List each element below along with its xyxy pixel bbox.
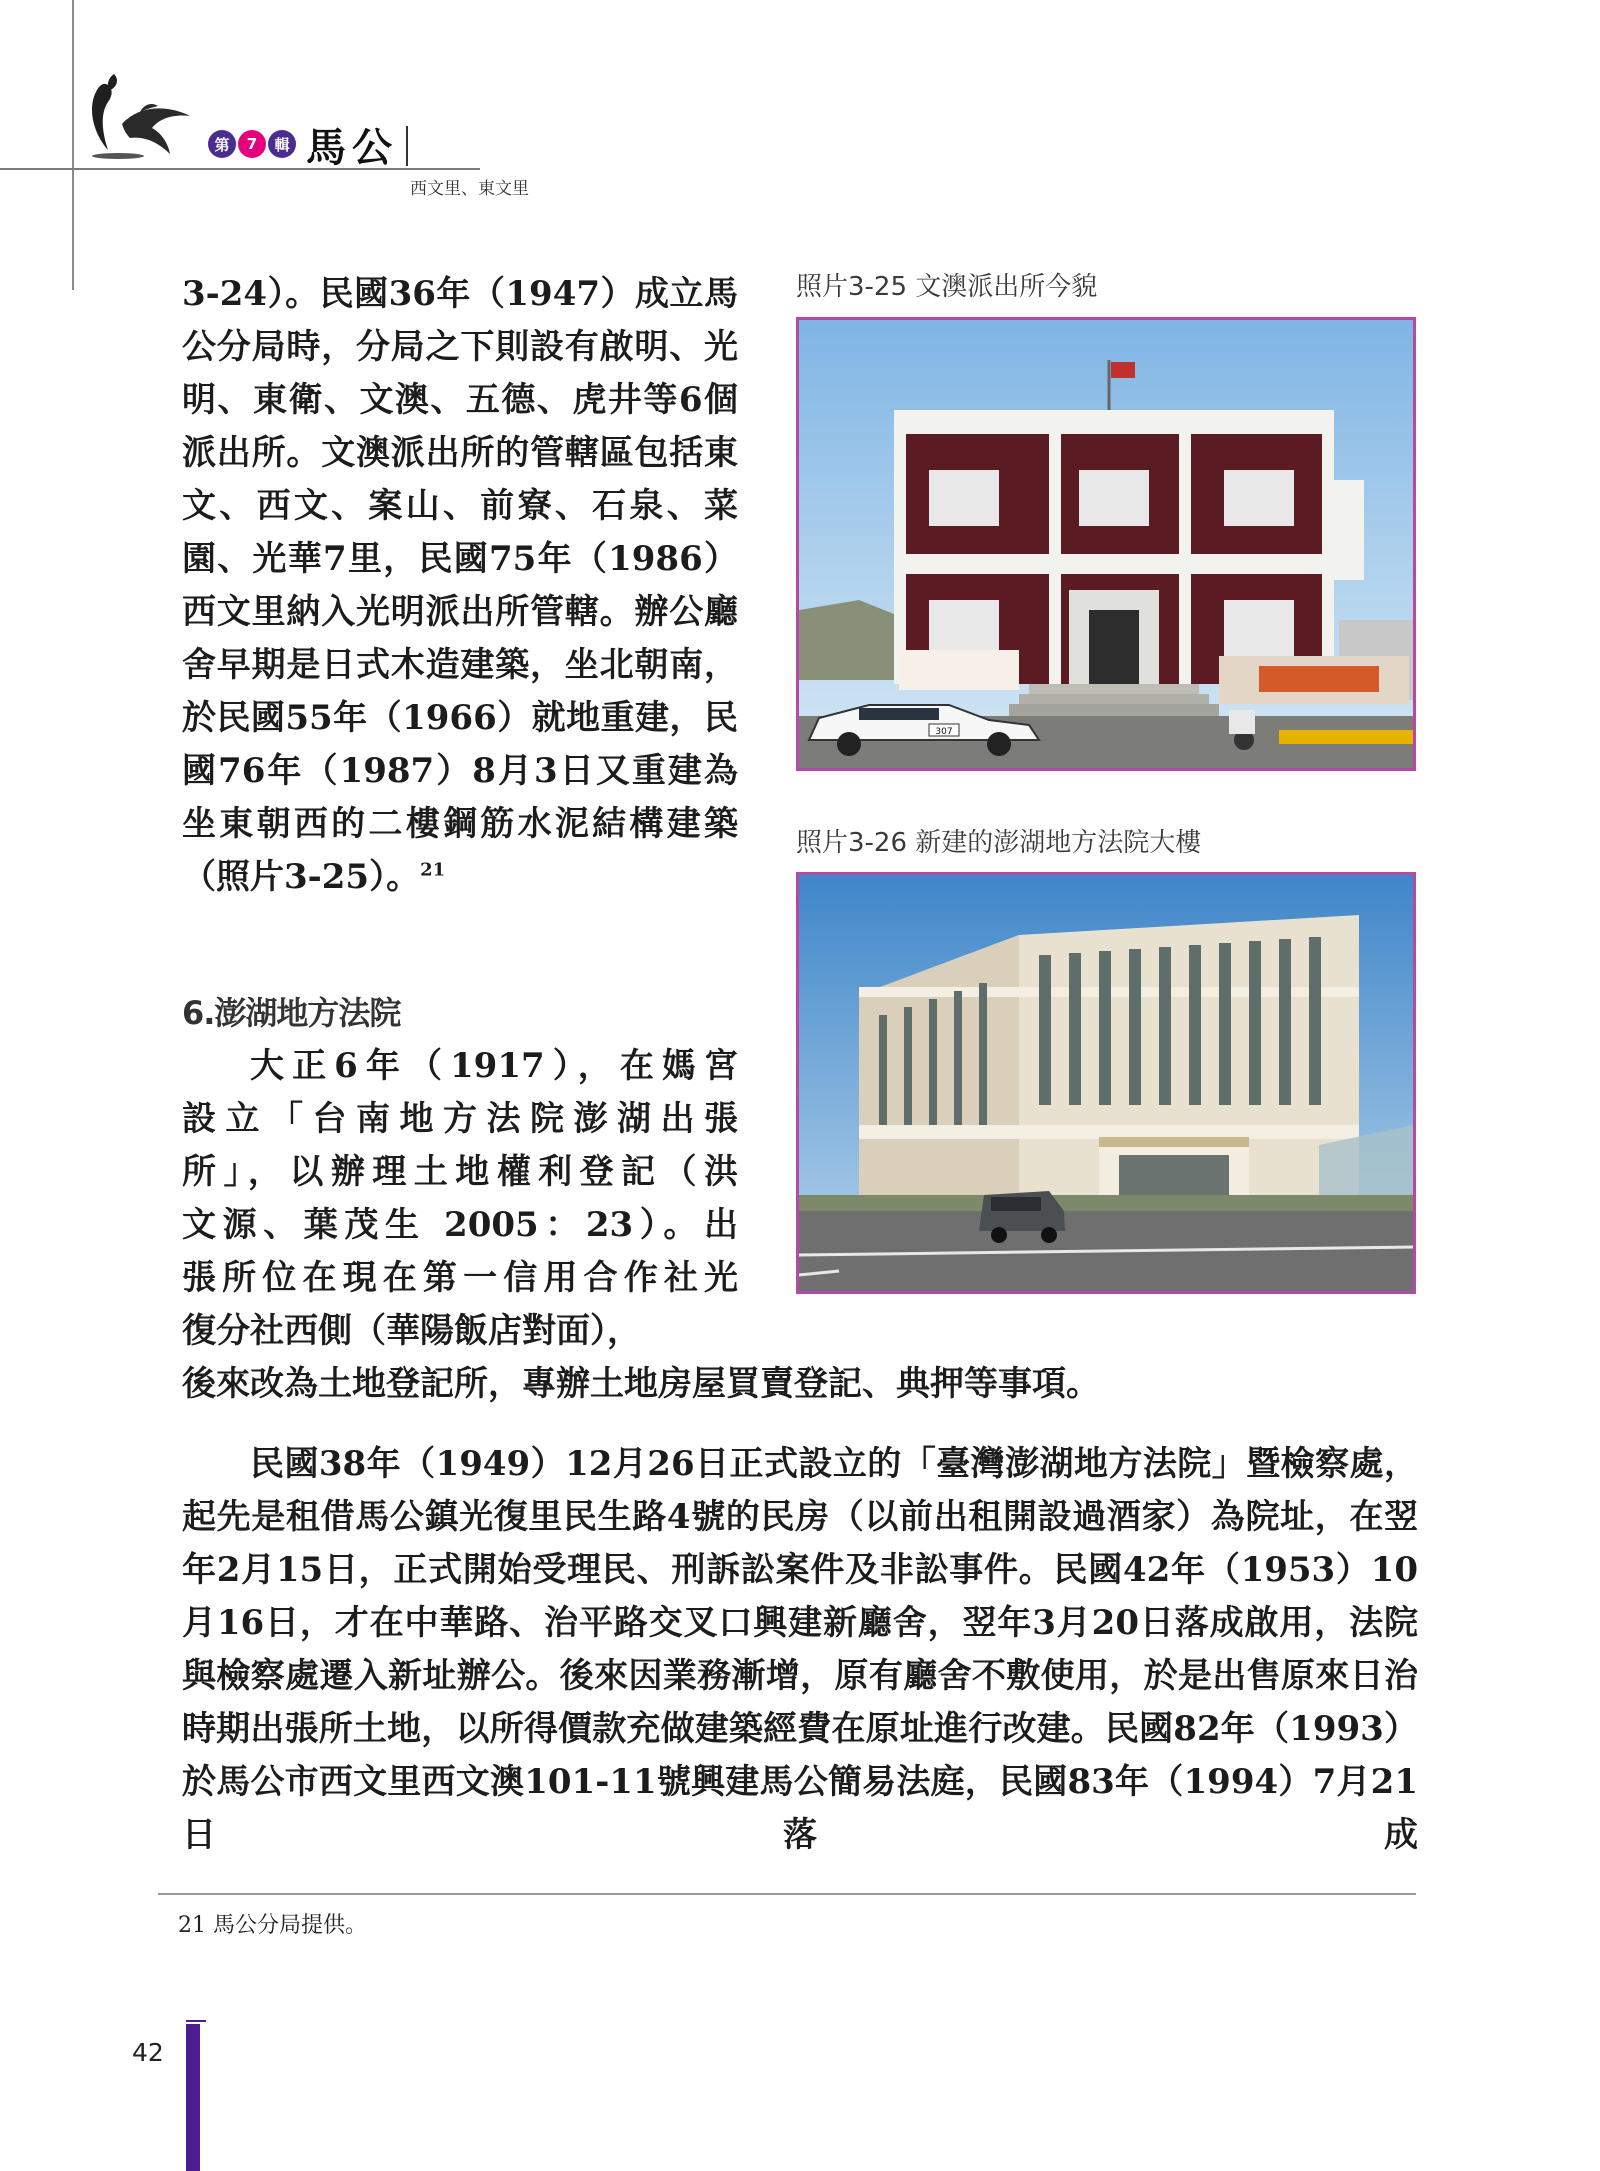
section-paragraph-1 [182,1040,738,1358]
dolphin-logo-icon [78,62,198,162]
chapter-number: 7 [238,130,266,158]
chapter-badge [208,130,296,158]
page-bar-hook [186,2020,206,2022]
book-subtitle: 西文里、東文里 [410,179,529,199]
police-station-photo [796,317,1416,771]
car-plate: 307 [935,727,953,737]
section-paragraph-2: 民國38年（1949）12月26日正式設立的「臺灣澎湖地方法院」暨檢察處，起先是租借馬公鎮光復里民生路4號的民房（以前出租開設過酒家）為院址，在翌年2月15日，正式開始受理民、刑訴訟案件及非訟事件。民國42年（1953）10月16日，才在中華路、治平路交叉口興建新廳舍，翌年3月20日落成啟用，法院與檢察處遷入新址辦公。後來因業務漸增，原有廳舍不敷使用，於是出售原來日治時期出張所土地，以所得價款充做建築經費在原址進行改建。民國82年（1993）於馬公市西文里西文澳101-11號興建馬公簡易法庭，民國83年（1994）7月21日落成 [182,1444,1418,1855]
body-paragraph-police: 3-24）。民國36年（1947）成立馬公分局時，分局之下則設有啟明、光明、東衛、文澳、五德、虎井等6個派出所。文澳派出所的管轄區包括東文、西文、案山、前寮、石泉、菜園、光華7里，民國75年（1986）西文里納入光明派出所管轄。辦公廳舍早期是日式木造建築，坐北朝南，於民國55年（1966）就地重建，民國76年（1987）8月3日又重建為坐東朝西的二樓鋼筋水泥結構建築（照片3-25）。$^{21}$ [182,274,738,897]
book-title: 馬公 [306,124,398,171]
text-line: 所」，以辦理土地權利登記（洪 [182,1152,738,1192]
text-line: 復分社西側（華陽飯店對面）， [182,1311,641,1351]
text-line: 張所位在現在第一信用合作社光 [182,1258,738,1298]
text-line: 設立「台南地方法院澎湖出張 [182,1099,738,1139]
text-line: 大正6年（1917），在媽宮 [250,1046,738,1086]
footnote-rule [158,1893,1416,1895]
section-heading: 6.澎湖地方法院 [182,994,401,1032]
page-number: 42 [132,2038,164,2067]
page-accent-bar [186,2024,200,2171]
title-divider [406,126,408,166]
header-horizontal-rule [0,168,480,170]
photo-caption-1: 照片3-25 文澳派出所今貌 [796,272,1098,302]
header-vertical-rule [72,0,74,290]
chapter-prefix: 第 [208,130,236,158]
chapter-suffix: 輯 [268,130,296,158]
footnote: 21 馬公分局提供。 [178,1913,367,1938]
courthouse-photo [796,872,1416,1294]
text-line: 文源、葉茂生 2005：23）。出 [182,1205,738,1245]
text-line-full: 後來改為土地登記所，專辦土地房屋買賣登記、典押等事項。 [182,1364,1100,1404]
photo-caption-2: 照片3-26 新建的澎湖地方法院大樓 [796,828,1202,858]
footnote-reference: 21 [420,859,446,881]
